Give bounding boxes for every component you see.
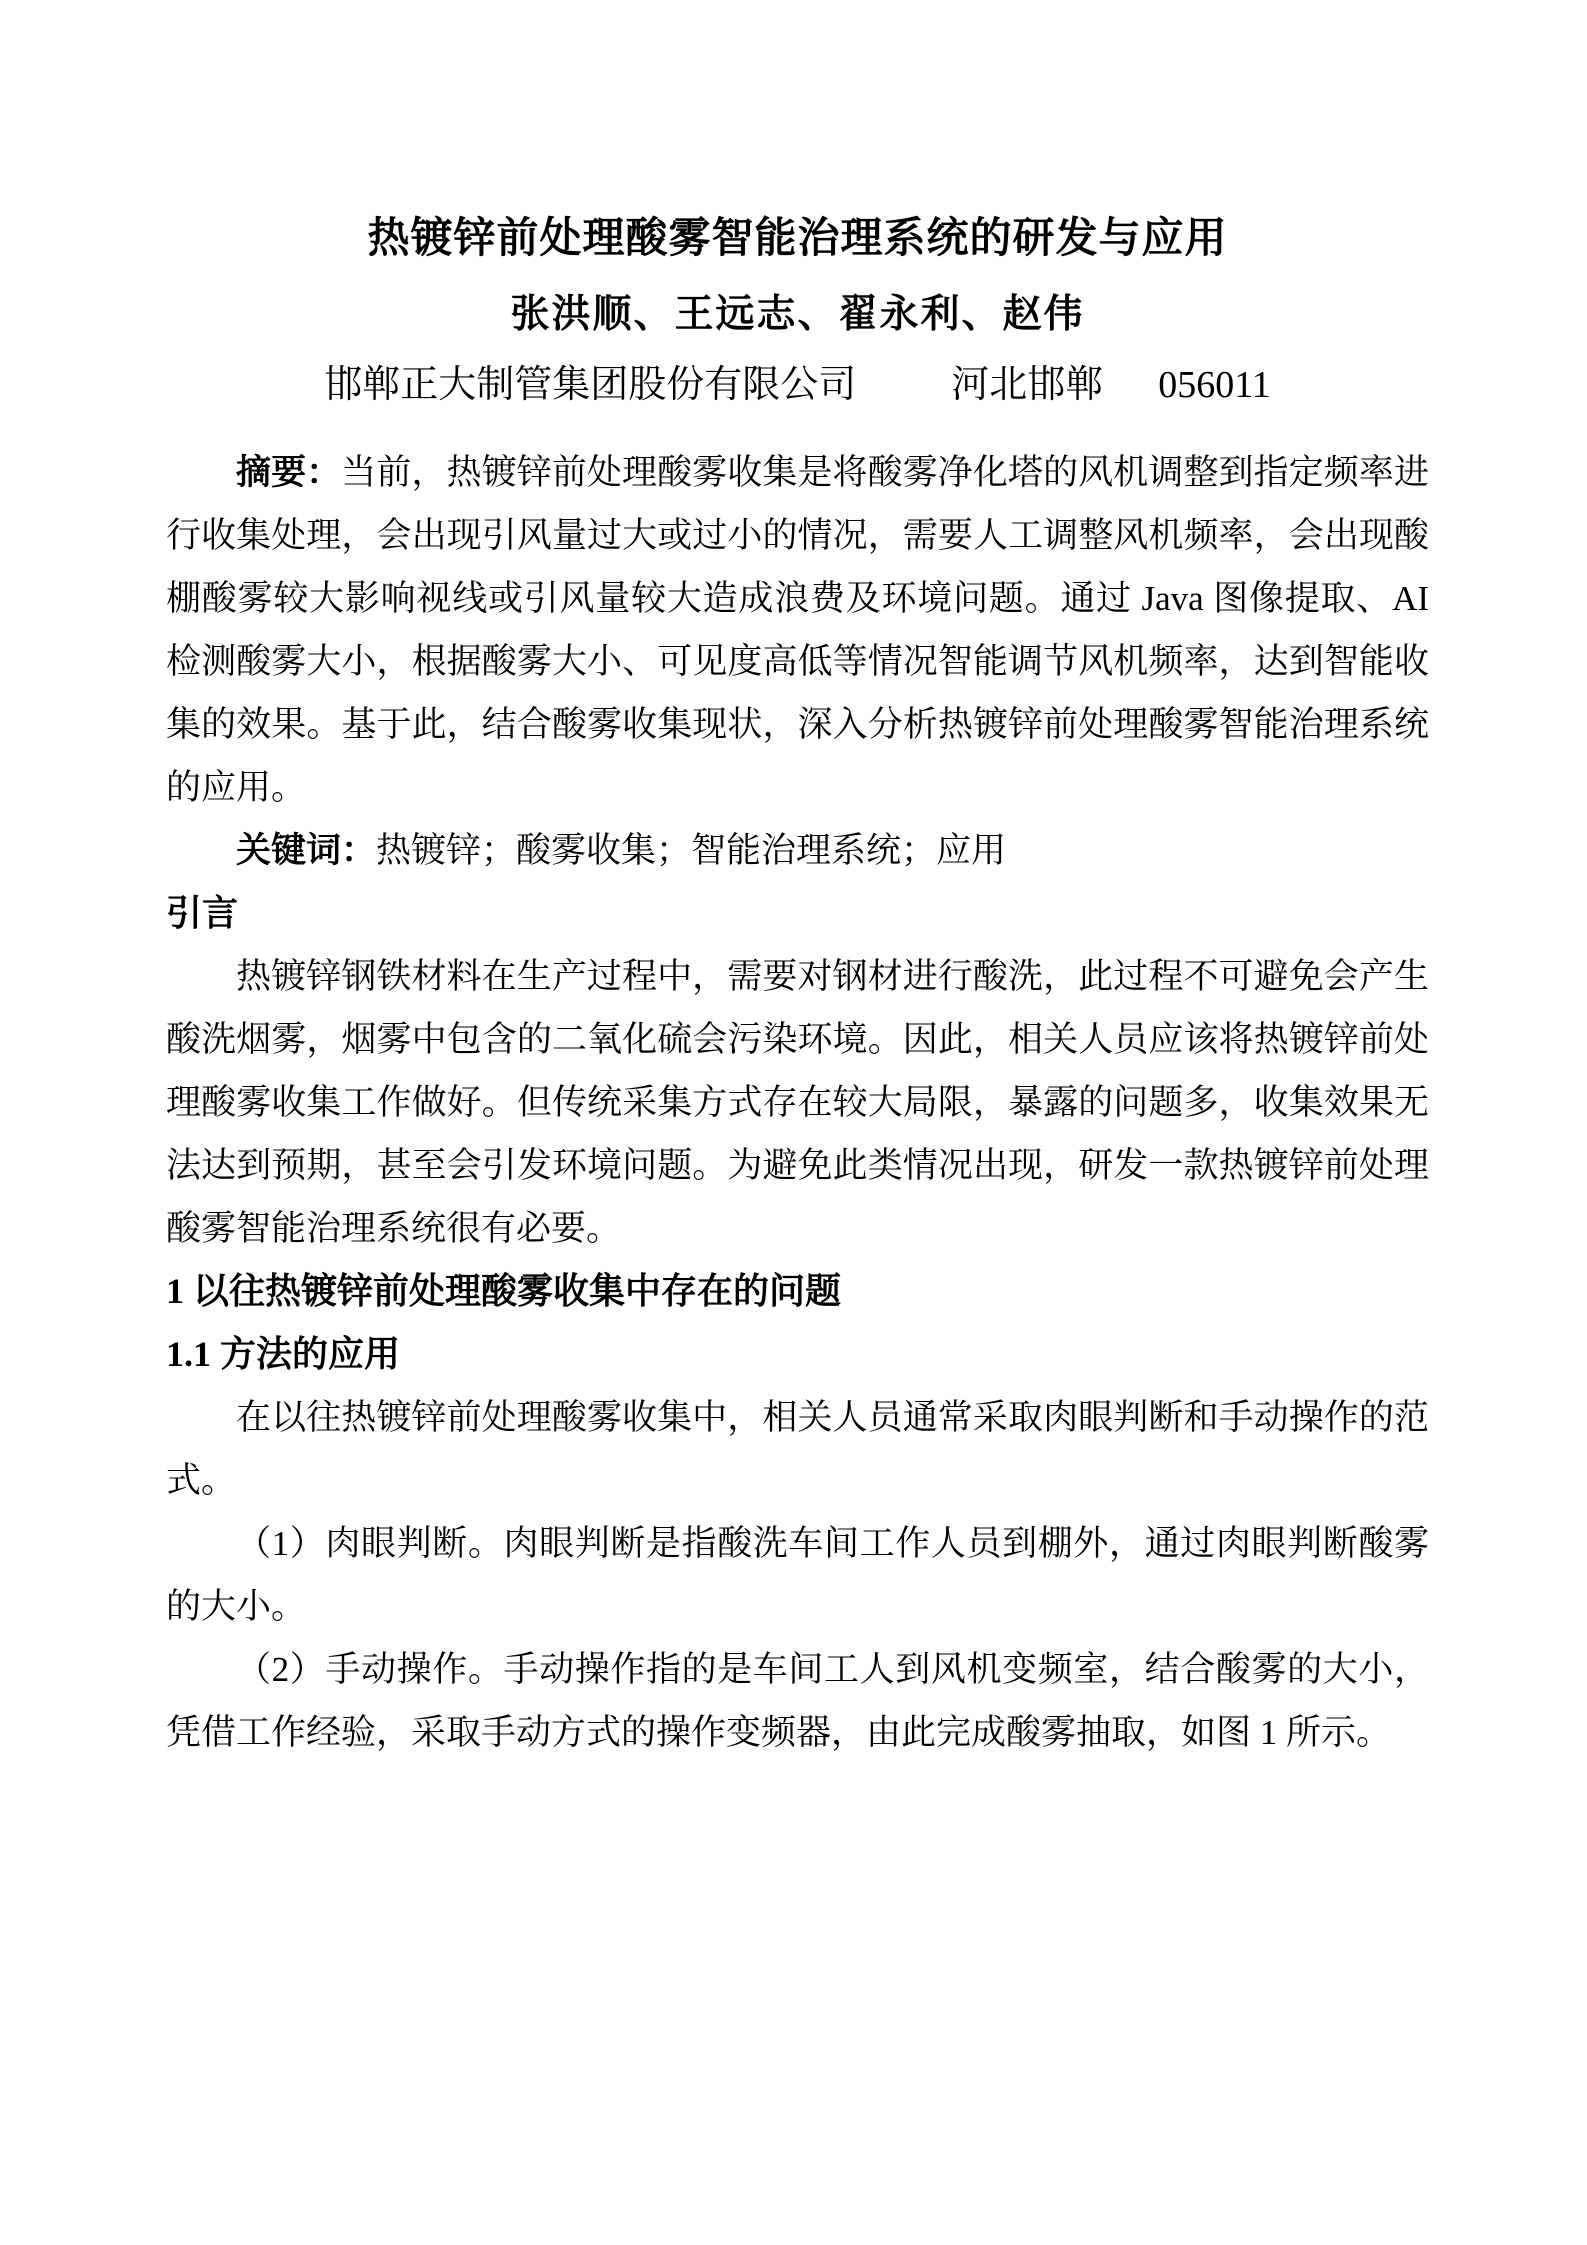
keywords-label: 关键词：: [236, 831, 377, 870]
keywords-text: 热镀锌；酸雾收集；智能治理系统；应用: [376, 831, 1007, 870]
affiliation-postcode: 056011: [1158, 364, 1271, 406]
paper-title: 热镀锌前处理酸雾智能治理系统的研发与应用: [367, 216, 1228, 262]
keywords-paragraph: [166, 819, 1429, 882]
paper-authors: 张洪顺、王远志、翟永利、赵伟: [510, 293, 1085, 336]
abstract-label: 摘要：: [236, 453, 342, 492]
section1-1-heading: 1.1 方法的应用: [166, 1334, 401, 1374]
paragraph-methods-overview: 在以往热镀锌前处理酸雾收集中，相关人员通常采取肉眼判断和手动操作的范式。: [166, 1398, 1429, 1500]
affiliation-location: 河北邯郸: [951, 364, 1104, 406]
intro-paragraph: 热镀锌钢铁材料在生产过程中，需要对钢材进行酸洗，此过程不可避免会产生酸洗烟雾，烟雾中包含的二氧化硫会污染环境。因此，相关人员应该将热镀锌前处理酸雾收集工作做好。但传统采集方式存在较大局限，暴露的问题多，收集效果无法达到预期，甚至会引发环境问题。为避免此类情况出现，研发一款热镀锌前处理酸雾智能治理系统很有必要。: [166, 957, 1429, 1248]
affiliation-name: 邯郸正大制管集团股份有限公司: [324, 364, 857, 406]
paper-affiliation: [166, 351, 1429, 419]
section1-heading: 1 以往热镀锌前处理酸雾收集中存在的问题: [166, 1271, 842, 1311]
paragraph-manual-operation: （2）手动操作。手动操作指的是车间工人到风机变频室，结合酸雾的大小，凭借工作经验，采取手动方式的操作变频器，由此完成酸雾抽取，如图 1 所示。: [166, 1650, 1429, 1752]
paragraph-visual-judgment: （1）肉眼判断。肉眼判断是指酸洗车间工作人员到棚外，通过肉眼判断酸雾的大小。: [166, 1524, 1429, 1626]
abstract-paragraph: [166, 441, 1429, 819]
abstract-text: 当前，热镀锌前处理酸雾收集是将酸雾净化塔的风机调整到指定频率进行收集处理，会出现引风量过大或过小的情况，需要人工调整风机频率，会出现酸棚酸雾较大影响视线或引风量较大造成浪费及环境问题。通过 Java 图像提取、AI 检测酸雾大小，根据酸雾大小、可见度高低等情况智能调节风机频率，达到智能收集的效果。基于此，结合酸雾收集现状，深入分析热镀锌前处理酸雾智能治理系统的应用。: [166, 453, 1429, 807]
intro-heading: 引言: [166, 893, 239, 933]
